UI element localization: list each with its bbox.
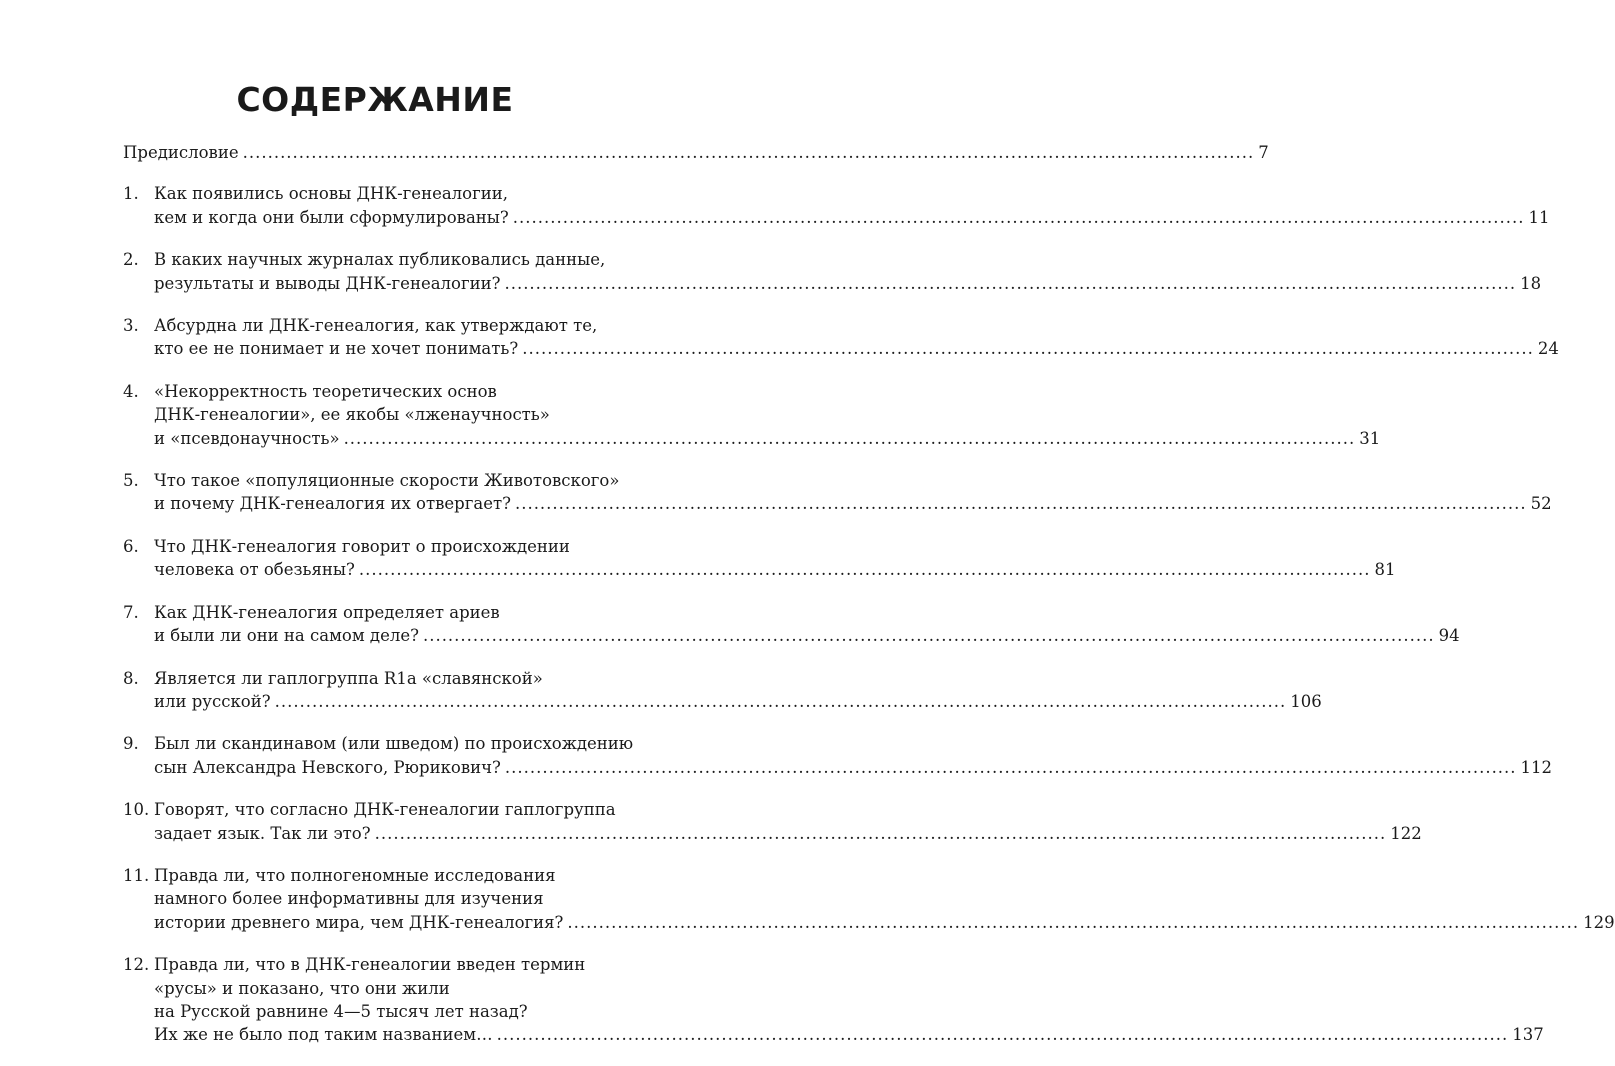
toc-entry-title: результаты и выводы ДНК-генеалогии? <box>154 273 501 293</box>
toc-page-number: 106 <box>1290 691 1322 711</box>
toc-entry <box>123 953 1544 1047</box>
toc-entry <box>123 182 1550 229</box>
toc-line: Правда ли, что в ДНК-генеалогии введен термин <box>154 955 586 975</box>
toc-entry-title: и были ли они на самом деле? <box>154 626 419 646</box>
toc-page-number: 7 <box>1258 143 1269 162</box>
toc-entry-title: задает язык. Так ли это? <box>154 823 371 843</box>
toc-page-number: 122 <box>1390 823 1422 843</box>
toc-line: «Некорректность теоретических основ <box>154 381 497 401</box>
toc-line: намного более информативны для изучения <box>154 889 544 909</box>
toc-entry-number: 11. <box>123 865 150 885</box>
toc-entry-number: 2. <box>123 250 139 270</box>
toc-entry-number: 10. <box>123 800 150 820</box>
toc-line <box>154 492 1552 515</box>
toc-line: Является ли гаплогруппа R1a «славянской» <box>154 668 543 688</box>
table-of-contents <box>123 141 1615 1066</box>
toc-line: ДНК-генеалогии», ее якобы «лженаучность» <box>154 405 550 425</box>
toc-line <box>154 624 1460 647</box>
toc-line: Как появились основы ДНК-генеалогии, <box>154 184 508 204</box>
toc-entry-title: и почему ДНК-генеалогия их отвергает? <box>154 494 511 514</box>
toc-entry-title: Их же не было под таким названием… <box>154 1025 493 1045</box>
dot-leader: .................................................................................................................................................................. <box>496 1025 1509 1045</box>
toc-entry <box>123 798 1422 845</box>
dot-leader: .................................................................................................................................................................. <box>504 273 1517 293</box>
toc-line: «русы» и показано, что они жили <box>154 978 450 998</box>
toc-page-number: 81 <box>1374 560 1396 580</box>
dot-leader: .................................................................................................................................................................. <box>512 207 1525 227</box>
dot-leader: .................................................................................................................................................................. <box>422 626 1435 646</box>
dot-leader: .................................................................................................................................................................. <box>343 428 1356 448</box>
page-title: СОДЕРЖАНИЕ <box>236 80 514 119</box>
toc-page-number: 129 <box>1583 912 1615 932</box>
toc-entry-title: и «псевдонаучность» <box>154 428 340 448</box>
toc-entries <box>123 182 1615 1046</box>
toc-line: Абсурдна ли ДНК-генеалогия, как утверждают те, <box>154 316 598 336</box>
toc-entry-title: кто ее не понимает и не хочет понимать? <box>154 339 519 359</box>
dot-leader: .................................................................................................................................................................. <box>374 823 1387 843</box>
toc-line <box>154 206 1550 229</box>
toc-entry <box>123 380 1381 450</box>
dot-leader: .................................................................................................................................................................. <box>242 143 1255 162</box>
toc-entry-number: 4. <box>123 381 139 401</box>
toc-line: В каких научных журналах публиковались данные, <box>154 250 606 270</box>
toc-line <box>154 911 1615 934</box>
toc-line: Как ДНК-генеалогия определяет ариев <box>154 602 500 622</box>
toc-entry <box>123 667 1322 714</box>
toc-line: Правда ли, что полногеномные исследования <box>154 865 556 885</box>
toc-entry-number: 3. <box>123 316 139 336</box>
toc-entry-title: человека от обезьяны? <box>154 560 355 580</box>
toc-line: на Русской равнине 4—5 тысяч лет назад? <box>154 1001 528 1021</box>
toc-page-number: 52 <box>1530 494 1552 514</box>
toc-entry-title: истории древнего мира, чем ДНК-генеалогия? <box>154 912 564 932</box>
toc-page-number: 137 <box>1512 1025 1544 1045</box>
toc-entry-number: 12. <box>123 955 150 975</box>
toc-entry-title: Предисловие <box>123 143 239 162</box>
toc-entry <box>123 314 1559 361</box>
toc-entry <box>123 469 1552 516</box>
dot-leader: .................................................................................................................................................................. <box>504 757 1517 777</box>
toc-line <box>154 427 1381 450</box>
toc-page-number: 94 <box>1438 626 1460 646</box>
toc-entry-title: или русской? <box>154 691 271 711</box>
toc-entry <box>123 864 1615 934</box>
toc-page-number: 24 <box>1537 339 1559 359</box>
toc-entry-title: сын Александра Невского, Рюрикович? <box>154 757 501 777</box>
toc-entry-number: 8. <box>123 668 139 688</box>
toc-line <box>123 141 1269 164</box>
dot-leader: .................................................................................................................................................................. <box>567 912 1580 932</box>
toc-line <box>154 756 1553 779</box>
toc-entry-number: 1. <box>123 184 139 204</box>
toc-entry <box>123 535 1396 582</box>
toc-line: Что ДНК-генеалогия говорит о происхождении <box>154 536 570 556</box>
toc-entry-number: 6. <box>123 536 139 556</box>
toc-entry-number: 5. <box>123 471 139 491</box>
toc-line <box>154 690 1322 713</box>
toc-page-number: 18 <box>1520 273 1542 293</box>
toc-entry-number: 7. <box>123 602 139 622</box>
toc-entry <box>123 248 1542 295</box>
toc-line: Говорят, что согласно ДНК-генеалогии гаплогруппа <box>154 800 616 820</box>
toc-line <box>154 558 1396 581</box>
toc-line: Был ли скандинавом (или шведом) по происхождению <box>154 734 634 754</box>
toc-entry-title: кем и когда они были сформулированы? <box>154 207 509 227</box>
dot-leader: .................................................................................................................................................................. <box>514 494 1527 514</box>
toc-page-number: 11 <box>1528 207 1550 227</box>
toc-line <box>154 822 1422 845</box>
toc-page-number: 112 <box>1520 757 1553 777</box>
toc-line <box>154 1023 1544 1046</box>
toc-entry-preface <box>123 141 1269 164</box>
toc-entry <box>123 601 1460 648</box>
dot-leader: .................................................................................................................................................................. <box>358 560 1371 580</box>
toc-entry <box>123 732 1553 779</box>
toc-line <box>154 337 1559 360</box>
dot-leader: .................................................................................................................................................................. <box>522 339 1534 359</box>
toc-line <box>154 272 1542 295</box>
toc-line: Что такое «популяционные скорости Животовского» <box>154 471 620 491</box>
toc-entry-number: 9. <box>123 734 139 754</box>
dot-leader: .................................................................................................................................................................. <box>274 691 1287 711</box>
toc-page-number: 31 <box>1359 428 1381 448</box>
